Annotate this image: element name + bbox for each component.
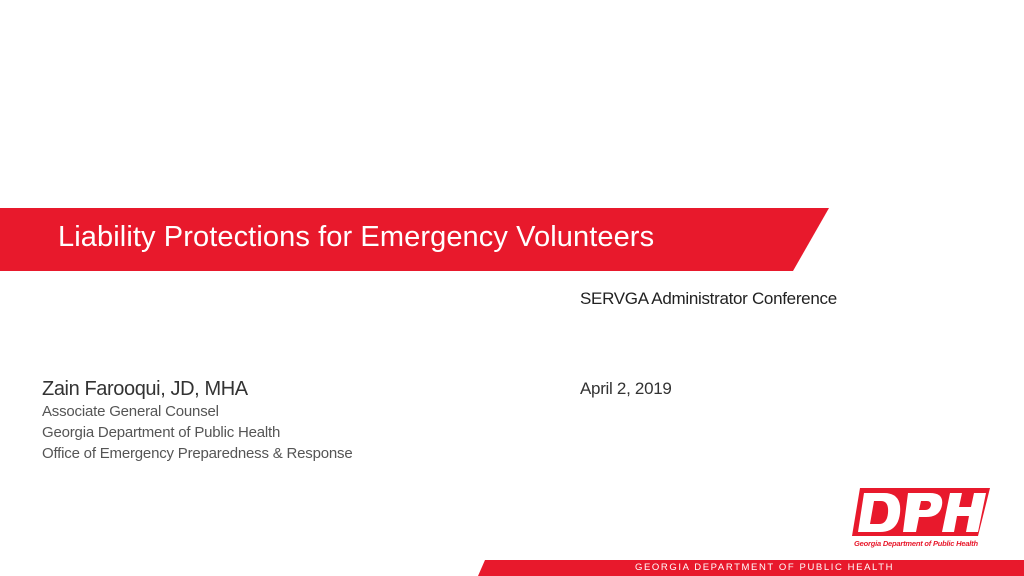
presenter-block <box>42 377 352 464</box>
presenter-name: Zain Farooqui, JD, MHA <box>42 378 248 400</box>
dph-logo <box>850 486 992 550</box>
presenter-organization: Georgia Department of Public Health <box>42 424 281 441</box>
presenter-title: Associate General Counsel <box>42 403 219 420</box>
title-banner <box>0 208 830 271</box>
presenter-office: Office of Emergency Preparedness & Response <box>42 445 353 462</box>
logo-tagline: Georgia Department of Public Health <box>854 539 978 548</box>
slide-title: Liability Protections for Emergency Volunteers <box>58 221 655 253</box>
conference-name: SERVGA Administrator Conference <box>580 289 837 308</box>
dph-logo-mark <box>850 486 992 538</box>
presentation-date: April 2, 2019 <box>580 379 672 398</box>
footer-bar <box>476 560 1024 576</box>
footer-text: GEORGIA DEPARTMENT OF PUBLIC HEALTH <box>635 562 895 573</box>
